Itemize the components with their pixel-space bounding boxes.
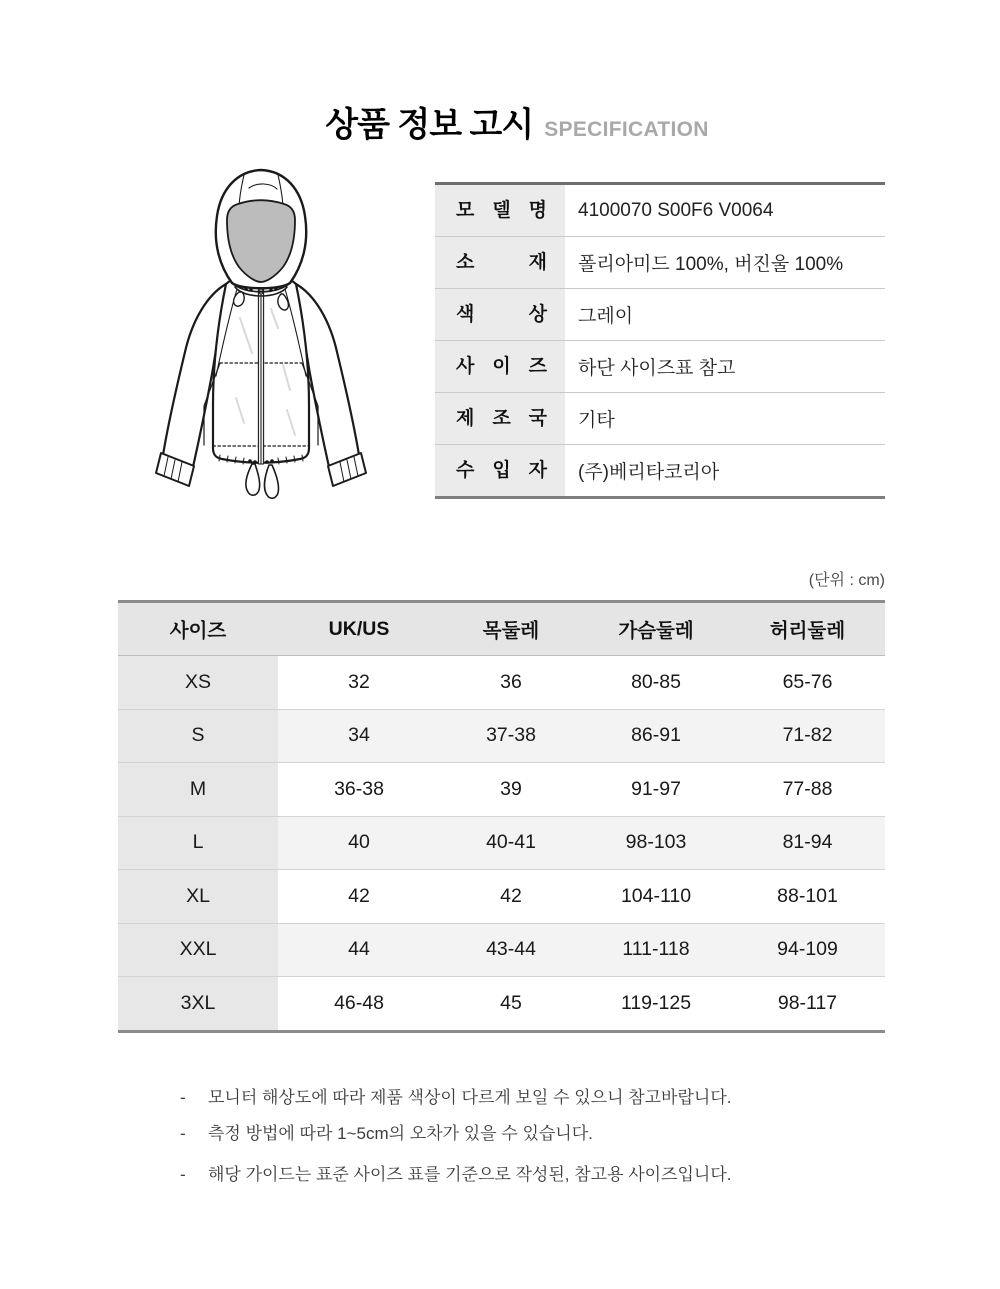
note-item	[180, 1122, 840, 1146]
size-cell: 42	[348, 884, 370, 907]
spec-value: 그레이	[578, 306, 634, 327]
size-cell: M	[118, 763, 278, 816]
page-subtitle: SPECIFICATION	[544, 118, 709, 141]
size-cell: 39	[500, 777, 522, 800]
spec-label: 색 상	[435, 289, 565, 340]
note-dash: -	[180, 1088, 186, 1107]
size-cell: S	[118, 710, 278, 763]
size-cell: 98-117	[777, 991, 838, 1014]
size-cell: 88-101	[777, 884, 838, 907]
size-cell: 45	[500, 991, 522, 1014]
size-cell: XXL	[118, 924, 278, 977]
size-cell: 81-94	[782, 831, 833, 854]
size-cell: L	[118, 817, 278, 870]
size-cell: XS	[118, 656, 278, 709]
size-cell: 34	[348, 724, 370, 747]
jacket-illustration	[140, 158, 390, 508]
size-row-3xl	[118, 977, 885, 1030]
size-chart-table	[118, 600, 885, 1033]
size-row-s	[118, 710, 885, 764]
page-header	[17, 97, 1000, 146]
footer-notes	[180, 1086, 840, 1199]
size-row-xxl	[118, 924, 885, 978]
spec-row-importer	[435, 445, 885, 496]
size-cell: 119-125	[620, 991, 692, 1014]
size-cell: 94-109	[777, 938, 838, 961]
spec-value: 하단 사이즈표 참고	[578, 358, 736, 379]
size-cell: 40	[348, 831, 370, 854]
spec-value: 기타	[578, 410, 615, 431]
size-row-l	[118, 817, 885, 871]
size-cell: 98-103	[625, 831, 687, 854]
size-cell: 71-82	[782, 724, 833, 747]
size-cell: 104-110	[620, 884, 692, 907]
size-cell: 37-38	[486, 724, 536, 747]
page-title: 상품 정보 고시	[325, 106, 534, 144]
size-cell: 77-88	[782, 777, 833, 800]
spec-label: 수 입 자	[435, 445, 565, 496]
size-cell: XL	[118, 870, 278, 923]
size-cell: 46-48	[334, 991, 384, 1014]
spec-row-size	[435, 341, 885, 393]
product-info-table	[435, 182, 885, 499]
size-row-xl	[118, 870, 885, 924]
note-dash: -	[180, 1124, 186, 1143]
note-item	[180, 1086, 840, 1110]
spec-label: 사 이 즈	[435, 341, 565, 392]
size-cell: 80-85	[631, 670, 681, 693]
size-cell: 44	[348, 938, 370, 961]
size-cell: 43-44	[486, 938, 536, 961]
note-text: 모니터 해상도에 따라 제품 색상이 다르게 보일 수 있으니 참고바랍니다.	[208, 1088, 732, 1107]
size-cell: 65-76	[782, 670, 833, 693]
size-cell: 42	[500, 884, 522, 907]
size-row-m	[118, 763, 885, 817]
spec-label: 제 조 국	[435, 393, 565, 444]
spec-value: 폴리아미드 100%, 버진울 100%	[578, 254, 844, 275]
note-text: 해당 가이드는 표준 사이즈 표를 기준으로 작성된, 참고용 사이즈입니다.	[208, 1165, 732, 1184]
size-header-ukus: UK/US	[328, 617, 390, 640]
spec-label: 소 재	[435, 237, 565, 288]
spec-row-color	[435, 289, 885, 341]
size-cell: 3XL	[118, 977, 278, 1030]
spec-row-model	[435, 185, 885, 237]
spec-value: 4100070 S00F6 V0064	[578, 199, 774, 221]
size-header-neck: 목둘레	[482, 620, 540, 642]
size-header-waist: 허리둘레	[769, 620, 846, 642]
spec-row-material	[435, 237, 885, 289]
size-cell: 32	[348, 670, 370, 693]
size-header-chest: 가슴둘레	[618, 620, 694, 642]
size-chart-header-row	[118, 603, 885, 656]
size-cell: 36	[500, 670, 522, 693]
size-cell: 111-118	[622, 938, 690, 961]
note-item	[180, 1163, 840, 1187]
size-cell: 91-97	[631, 777, 681, 800]
spec-row-origin	[435, 393, 885, 445]
note-dash: -	[180, 1165, 186, 1184]
size-cell: 36-38	[334, 777, 384, 800]
size-header-size: 사이즈	[169, 620, 227, 642]
size-cell: 86-91	[631, 724, 681, 747]
spec-label: 모 델 명	[435, 185, 565, 236]
size-unit-note: (단위 : cm)	[808, 572, 885, 589]
note-text: 측정 방법에 따라 1~5cm의 오차가 있을 수 있습니다.	[208, 1124, 593, 1143]
size-cell: 40-41	[486, 831, 536, 854]
spec-value: (주)베리타코리아	[578, 462, 720, 483]
size-row-xs	[118, 656, 885, 710]
